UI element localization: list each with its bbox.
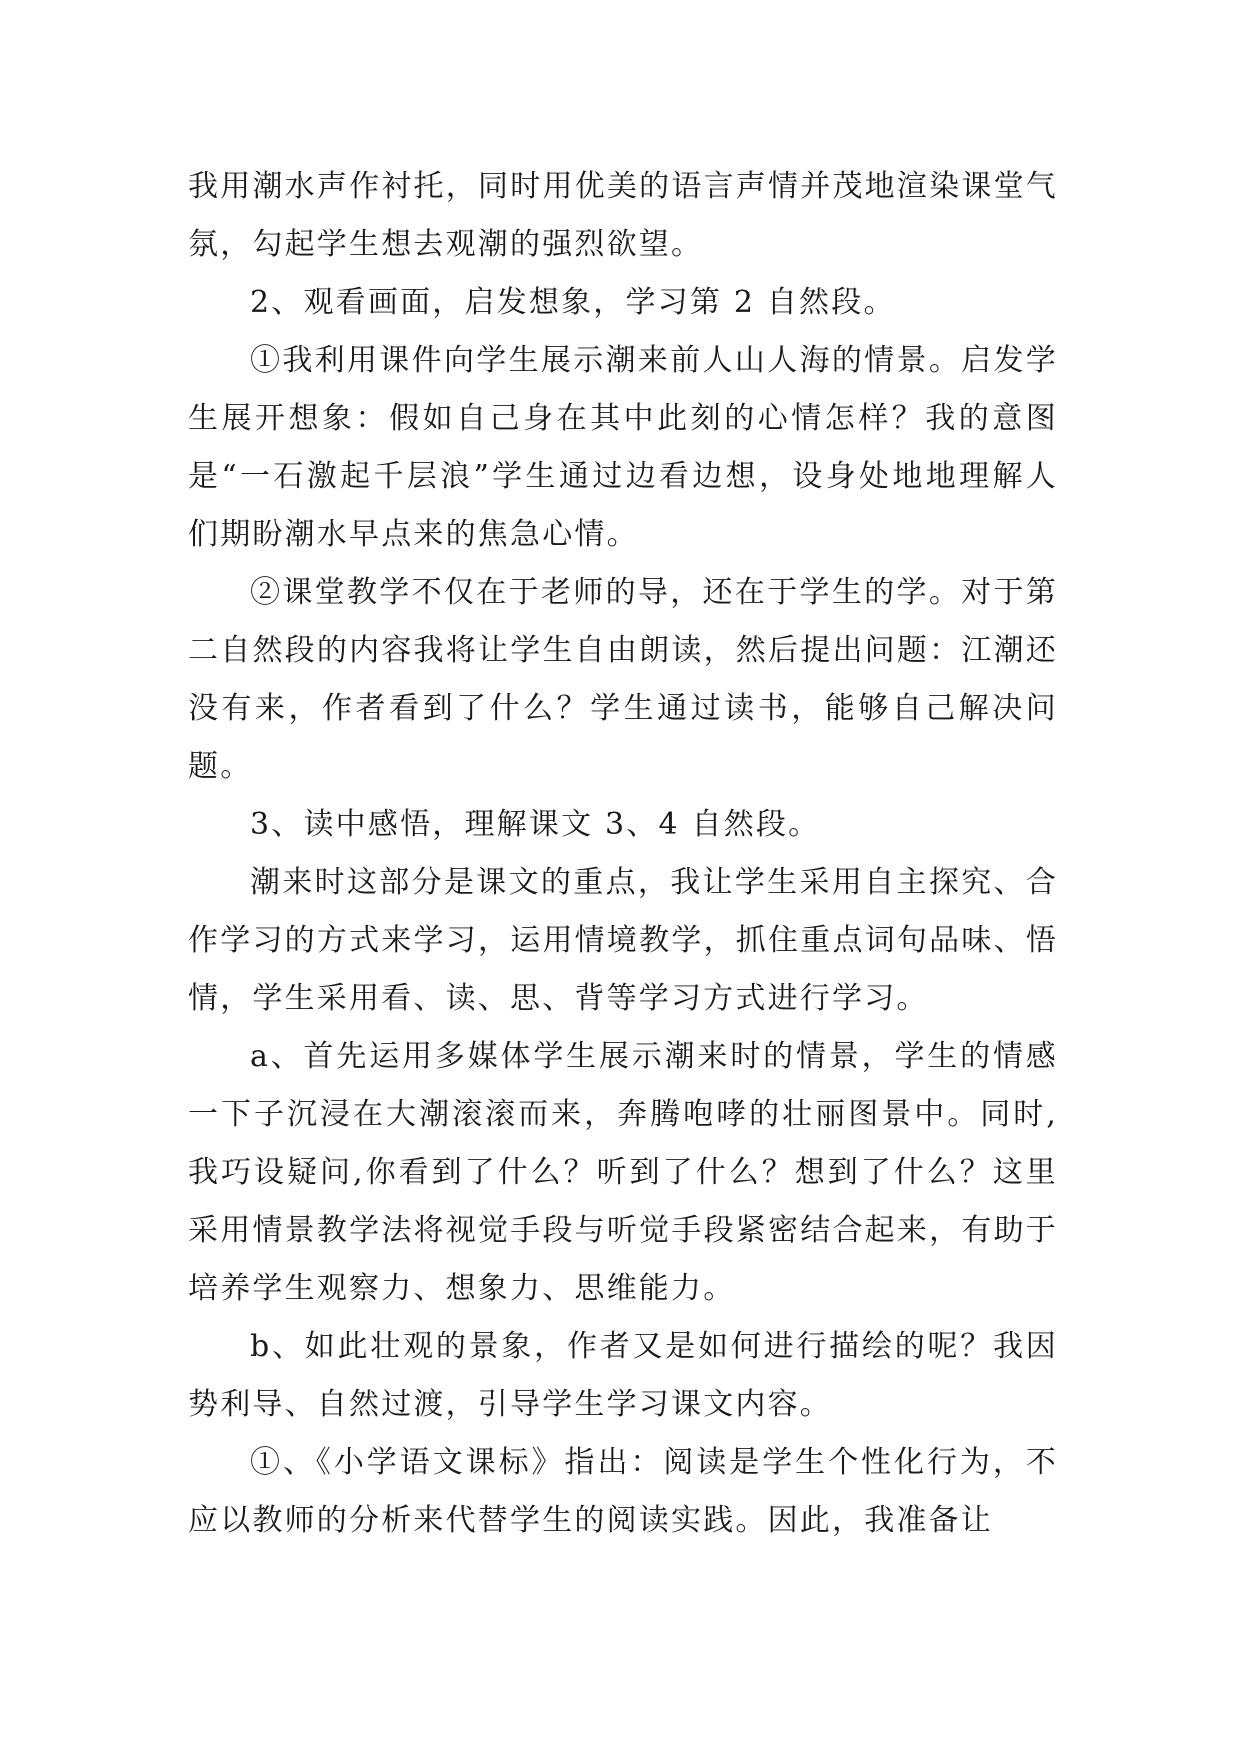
paragraph-item-1: ①我利用课件向学生展示潮来前人山人海的情景。启发学生展开想象：假如自己身在其中此刻的心情怎样？我的意图是“一石激起千层浪”学生通过边看边想，设身处地地理解人们期盼潮水早点来的焦急心情。 (188, 343, 1058, 552)
document-body (188, 158, 1058, 1550)
paragraph-continuation: 我用潮水声作衬托，同时用优美的语言声情并茂地渲染课堂气氛，勾起学生想去观潮的强烈欲望。 (188, 169, 1058, 262)
paragraph-item-b: b、如此壮观的景象，作者又是如何进行描绘的呢？我因势利导、自然过渡，引导学生学习课文内容。 (188, 1329, 1058, 1422)
paragraph-focus: 潮来时这部分是课文的重点，我让学生采用自主探究、合作学习的方式来学习，运用情境教学，抓住重点词句品味、悟情，学生采用看、读、思、背等学习方式进行学习。 (188, 865, 1058, 1016)
section-heading-2: 2、观看画面，启发想象，学习第 2 自然段。 (250, 285, 896, 320)
section-heading-3: 3、读中感悟，理解课文 3、4 自然段。 (250, 807, 821, 842)
paragraph-item-2: ②课堂教学不仅在于老师的导，还在于学生的学。对于第二自然段的内容我将让学生自由朗读，然后提出问题：江潮还没有来，作者看到了什么？学生通过读书，能够自己解决问题。 (188, 575, 1058, 784)
paragraph-item-a: a、首先运用多媒体学生展示潮来时的情景，学生的情感一下子沉浸在大潮滚滚而来，奔腾咆哮的壮丽图景中。同时,我巧设疑问,你看到了什么？听到了什么？想到了什么？这里采用情景教学法将视觉手段与听觉手段紧密结合起来，有助于培养学生观察力、想象力、思维能力。 (188, 1039, 1058, 1306)
paragraph-item-b1: ①、《小学语文课标》指出：阅读是学生个性化行为，不应以教师的分析来代替学生的阅读实践。因此，我准备让 (188, 1445, 1058, 1538)
